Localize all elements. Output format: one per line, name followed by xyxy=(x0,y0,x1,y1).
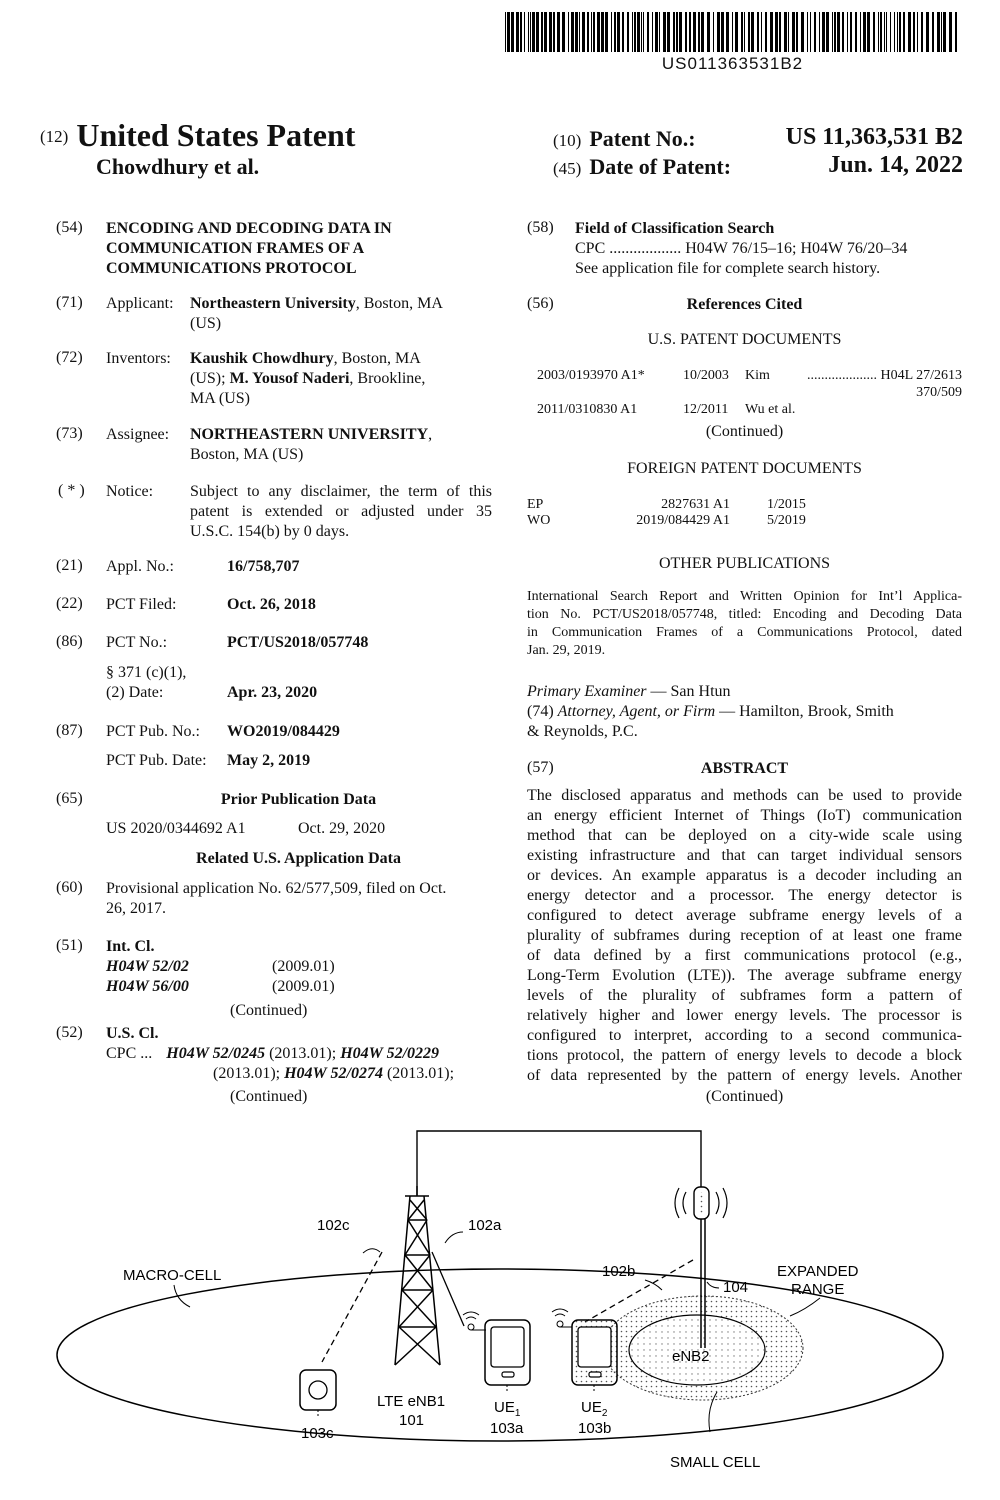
assignee-comma: , xyxy=(428,426,433,443)
barcode-bar xyxy=(614,12,616,52)
assignee xyxy=(190,425,500,465)
int-cl-version: (2009.01) xyxy=(272,958,335,975)
barcode-bar xyxy=(886,12,887,52)
barcode-bar xyxy=(643,12,644,52)
barcode-bar xyxy=(693,12,696,52)
inventors-label: Inventors: xyxy=(106,350,171,367)
barcode-bar xyxy=(647,12,649,52)
cpc-version: (2013.01); xyxy=(213,1065,285,1082)
barcode-bar xyxy=(926,12,929,52)
inventors xyxy=(190,349,500,409)
barcode-bar xyxy=(659,12,660,52)
field-search-note: See application file for complete search history. xyxy=(575,260,881,277)
label-102a: 102a xyxy=(468,1217,502,1234)
notice-line: U.S.C. 154(b) by 0 days. xyxy=(190,523,350,540)
barcode-bar xyxy=(867,12,870,52)
attorney-name: — Hamilton, Brook, Smith xyxy=(715,703,894,720)
int-cl-class: H04W 56/00 xyxy=(106,978,189,995)
header-left xyxy=(40,117,480,154)
int-cl-continued: (Continued) xyxy=(230,1002,308,1019)
barcode-bar xyxy=(562,12,565,52)
expanded-range-label-2: RANGE xyxy=(791,1281,845,1298)
abstract-line: plurality of subframes during reception of at least one frame xyxy=(527,927,962,944)
barcode-bar xyxy=(837,12,840,52)
ue2-subscript: 2 xyxy=(601,1408,608,1419)
foreign-ref-number: 2019/084429 A1 xyxy=(636,513,730,528)
barcode-bar xyxy=(507,12,510,52)
title-line: COMMUNICATIONS PROTOCOL xyxy=(106,260,357,277)
barcode-bar xyxy=(541,12,543,52)
barcode-bar xyxy=(667,12,670,52)
barcode-bar xyxy=(855,12,857,52)
barcode-bar xyxy=(788,12,789,52)
foreign-ref-date: 5/2019 xyxy=(767,513,806,528)
cpc-class: H04W 52/0229 xyxy=(340,1045,440,1062)
kind-code-12: (12) xyxy=(40,127,69,146)
us-cl-cpc-line-1 xyxy=(106,1044,501,1064)
barcode-bar xyxy=(943,12,946,52)
barcode-bar xyxy=(582,12,585,52)
barcode-bar xyxy=(568,12,569,52)
ue1-device xyxy=(463,1312,530,1392)
abstract-line: Long-Term Evolution (LTE)). The average subframe energy xyxy=(527,967,962,984)
backhaul-link xyxy=(417,1131,701,1195)
barcode-bar xyxy=(536,12,539,52)
code-73: (73) xyxy=(56,425,83,442)
assignee-label: Assignee: xyxy=(106,426,170,443)
notice-text xyxy=(190,482,492,542)
cpc-version: (2013.01); xyxy=(382,1065,455,1082)
notice-label: Notice: xyxy=(106,483,154,500)
barcode-bar xyxy=(685,12,687,52)
barcode-bar xyxy=(903,12,905,52)
barcode-bar xyxy=(597,12,600,52)
us-ref-class-2: 370/509 xyxy=(916,385,962,400)
inventor-1-name: Kaushik Chowdhury xyxy=(190,350,334,367)
other-publications xyxy=(527,588,962,660)
section-371-date-label: (2) Date: xyxy=(106,684,164,701)
barcode-bar xyxy=(698,12,700,52)
barcode-bar xyxy=(807,12,808,52)
barcode-bar xyxy=(571,12,574,52)
foreign-ref-country: WO xyxy=(527,513,551,528)
barcode-bar xyxy=(751,12,754,52)
barcode-number: US011363531B2 xyxy=(661,54,804,73)
pct-filed-label: PCT Filed: xyxy=(106,596,177,613)
us-ref-class: .................... H04L 27/2613 xyxy=(806,368,962,383)
barcode-bar xyxy=(917,12,918,52)
abstract-heading: ABSTRACT xyxy=(700,760,789,777)
barcode-bar xyxy=(641,12,642,52)
barcode-bar xyxy=(689,12,691,52)
barcode-bar xyxy=(713,12,714,52)
provisional-line: 26, 2017. xyxy=(106,900,166,917)
barcode-bar xyxy=(579,12,580,52)
barcode-bar xyxy=(955,12,957,52)
barcode-bar xyxy=(832,12,833,52)
barcode-bar xyxy=(611,12,612,52)
barcode-bar xyxy=(847,12,848,52)
barcode-bar xyxy=(822,12,825,52)
appl-no-label: Appl. No.: xyxy=(106,558,174,575)
label-102b: 102b xyxy=(602,1263,636,1280)
abstract-line: energy detector and a processor. The energy detector is xyxy=(527,887,962,904)
abstract-continued: (Continued) xyxy=(705,1088,784,1105)
barcode-bar xyxy=(632,12,633,52)
assignee-location: Boston, MA (US) xyxy=(190,446,304,463)
lte-enb1-tower xyxy=(395,1186,440,1365)
code-52: (52) xyxy=(56,1024,83,1041)
us-ref-date: 12/2011 xyxy=(683,402,729,417)
field-search-heading: Field of Classification Search xyxy=(575,220,775,237)
barcode-bar xyxy=(634,12,636,52)
applicant-name: Northeastern University xyxy=(190,295,356,312)
pct-pub-no: WO2019/084429 xyxy=(227,723,340,740)
document-type: United States Patent xyxy=(76,117,356,153)
inventor-1-location: , Boston, MA xyxy=(333,350,421,367)
us-ref-date: 10/2003 xyxy=(683,368,729,383)
prior-publication-number: US 2020/0344692 A1 xyxy=(106,820,246,837)
abstract-line: method that can be deployed on a city-wide scale using xyxy=(527,827,962,844)
barcode-bar xyxy=(850,12,852,52)
barcode-bar xyxy=(890,12,891,52)
abstract-line: relatively higher and lower energy levels. The processor is xyxy=(527,1007,962,1024)
barcode-bar xyxy=(880,12,882,52)
appl-no: 16/758,707 xyxy=(227,558,300,575)
foreign-ref-number: 2827631 A1 xyxy=(661,497,730,512)
ue2-text: UE xyxy=(581,1399,602,1416)
foreign-docs-heading: FOREIGN PATENT DOCUMENTS xyxy=(627,460,862,477)
barcode-bar xyxy=(814,12,816,52)
barcode-bar xyxy=(765,12,767,52)
barcode-bar xyxy=(899,12,901,52)
barcode-bar xyxy=(770,12,773,52)
pct-pub-no-label: PCT Pub. No.: xyxy=(106,723,200,740)
code-57: (57) xyxy=(527,759,554,776)
barcode-bar xyxy=(863,12,866,52)
barcode-bar xyxy=(744,12,745,52)
notice-code: ( * ) xyxy=(58,482,85,499)
barcode-bar xyxy=(627,12,629,52)
code-58: (58) xyxy=(527,219,554,236)
us-ref-inventor: Kim xyxy=(745,368,770,383)
related-heading: Related U.S. Application Data xyxy=(196,850,401,867)
barcode-bar xyxy=(663,12,666,52)
title xyxy=(106,219,506,279)
barcode-bar xyxy=(528,12,529,52)
barcode-bar xyxy=(941,12,942,52)
barcode-bar xyxy=(601,12,604,52)
barcode-bar xyxy=(511,12,514,52)
barcode-bar xyxy=(908,12,911,52)
foreign-ref-date: 1/2015 xyxy=(767,497,806,512)
barcode-bar xyxy=(587,12,589,52)
barcode-bar xyxy=(761,12,762,52)
barcode-bar xyxy=(732,12,733,52)
other-pub-line: in Communication Frames of a Communications Protocol, dated xyxy=(527,625,962,640)
barcode-bar xyxy=(894,12,895,52)
expanded-range-label: EXPANDED xyxy=(777,1263,859,1280)
code-54: (54) xyxy=(56,219,83,236)
us-cl-label: U.S. Cl. xyxy=(106,1025,159,1042)
title-line: ENCODING AND DECODING DATA IN xyxy=(106,220,392,237)
barcode-bar xyxy=(748,12,750,52)
cpc-class: H04W 52/0245 xyxy=(166,1045,266,1062)
us-ref-inventor: Wu et al. xyxy=(745,402,796,417)
leader-102b xyxy=(645,1280,662,1290)
barcode-bar xyxy=(897,12,898,52)
attorney-label: Attorney, Agent, or Firm xyxy=(557,703,716,720)
barcode-bar xyxy=(873,12,875,52)
device-103c xyxy=(300,1370,336,1418)
label-102c: 102c xyxy=(317,1217,350,1234)
barcode-bar xyxy=(575,12,578,52)
abstract-line: existing infrastructure and that can target individual sensors xyxy=(527,847,962,864)
barcode-bar xyxy=(516,12,519,52)
code-72: (72) xyxy=(56,349,83,366)
barcode-bar xyxy=(673,12,675,52)
ue2-device xyxy=(552,1309,617,1392)
pct-no-label: PCT No.: xyxy=(106,634,168,651)
lte-enb1-label: LTE eNB1 xyxy=(377,1393,446,1410)
leader-104 xyxy=(707,1282,719,1288)
barcode-bar xyxy=(707,12,710,52)
code-65: (65) xyxy=(56,790,83,807)
abstract-line: The disclosed apparatus and methods can be used to provide xyxy=(527,787,962,804)
ue2-label xyxy=(581,1399,608,1419)
barcode-bar xyxy=(593,12,595,52)
barcode-bar xyxy=(741,12,743,52)
barcode-bar xyxy=(937,12,940,52)
pct-no: PCT/US2018/057748 xyxy=(227,634,369,651)
barcode-bar xyxy=(505,12,506,52)
cpc-version: (2013.01); xyxy=(265,1045,341,1062)
section-371: § 371 (c)(1), xyxy=(106,664,187,681)
section-371-date: Apr. 23, 2020 xyxy=(227,684,318,701)
barcode-bar xyxy=(721,12,724,52)
foreign-ref-country: EP xyxy=(527,497,544,512)
barcode-bar xyxy=(679,12,682,52)
label-103c: 103c xyxy=(301,1425,334,1442)
applicant xyxy=(190,294,500,334)
notice-line: patent is extended or adjusted under 35 xyxy=(190,503,492,520)
leader-102c xyxy=(363,1249,380,1253)
int-cl-label: Int. Cl. xyxy=(106,938,155,955)
label-103b: 103b xyxy=(578,1420,612,1437)
abstract-line: an energy efficient Internet of Things (IoT) communication xyxy=(527,807,962,824)
us-cl-continued: (Continued) xyxy=(230,1088,308,1105)
barcode-bar xyxy=(622,12,624,52)
abstract-line: levels of the plurality of subframes form a pattern of xyxy=(527,987,962,1004)
code-10: (10) xyxy=(553,131,582,150)
date-of-patent-label: Date of Patent: xyxy=(589,154,732,179)
abstract-line: tions protocol, the pattern of energy levels to decode a block xyxy=(527,1047,962,1064)
code-51: (51) xyxy=(56,937,83,954)
inventor-2-location: , Brookline, xyxy=(349,370,426,387)
us-ref-number: 2003/0193970 A1* xyxy=(537,368,645,383)
barcode-bar xyxy=(775,12,778,52)
pct-filed: Oct. 26, 2018 xyxy=(227,596,316,613)
barcode-bar xyxy=(932,12,934,52)
barcode-bar xyxy=(757,12,759,52)
barcode-bar xyxy=(801,12,804,52)
barcode-bar xyxy=(717,12,720,52)
barcode-bar xyxy=(884,12,885,52)
label-101: 101 xyxy=(399,1412,425,1429)
applicant-label: Applicant: xyxy=(106,295,174,312)
macro-cell-label: MACRO-CELL xyxy=(123,1267,222,1284)
barcode-bar xyxy=(784,12,787,52)
label-104: 104 xyxy=(723,1279,749,1296)
code-21: (21) xyxy=(56,557,83,574)
pct-pub-date-label: PCT Pub. Date: xyxy=(106,752,207,769)
code-87: (87) xyxy=(56,722,83,739)
code-86: (86) xyxy=(56,633,83,650)
barcode-bar xyxy=(826,12,829,52)
inventor-1-country: (US); xyxy=(190,370,230,387)
inventor-2-country: MA (US) xyxy=(190,390,251,407)
us-refs-continued: (Continued) xyxy=(705,423,784,440)
barcode-bar xyxy=(544,12,547,52)
field-search-cpc: CPC .................. H04W 76/15–16; H04W 76/20–34 xyxy=(575,240,908,257)
primary-examiner xyxy=(527,682,731,702)
patent-no-label: Patent No.: xyxy=(589,126,696,151)
code-56: (56) xyxy=(527,295,554,312)
barcode-bar xyxy=(591,12,592,52)
barcode-bars xyxy=(505,12,960,52)
cpc-class: H04W 52/0274 xyxy=(284,1065,383,1082)
barcode-bar xyxy=(532,12,535,52)
int-cl-version: (2009.01) xyxy=(272,978,335,995)
barcode-bar xyxy=(676,12,678,52)
references-heading: References Cited xyxy=(686,296,803,313)
us-patent-docs-heading: U.S. PATENT DOCUMENTS xyxy=(647,331,842,348)
date-of-patent: Jun. 14, 2022 xyxy=(828,152,963,178)
code-60: (60) xyxy=(56,879,83,896)
barcode-bar xyxy=(557,12,560,52)
barcode-bar xyxy=(913,12,915,52)
other-pub-line: Jan. 29, 2019. xyxy=(527,643,606,658)
code-22: (22) xyxy=(56,595,83,612)
code-45: (45) xyxy=(553,159,582,178)
primary-examiner-label: Primary Examiner xyxy=(527,683,647,700)
label-103a: 103a xyxy=(490,1420,524,1437)
abstract-line: configured to interpret, according to a second communica- xyxy=(527,1027,962,1044)
other-pub-line: tion No. PCT/US2018/057748, titled: Encoding and Decoding Data xyxy=(527,607,962,622)
barcode-bar xyxy=(796,12,798,52)
inventor-2-name: M. Yousof Naderi xyxy=(229,370,350,387)
code-74: (74) xyxy=(527,703,554,720)
attorney-name-2: & Reynolds, P.C. xyxy=(527,723,638,740)
barcode-bar xyxy=(637,12,640,52)
enb2-label: eNB2 xyxy=(672,1348,710,1365)
patent-number-line xyxy=(553,126,963,152)
barcode-bar xyxy=(819,12,820,52)
prior-publication-heading: Prior Publication Data xyxy=(220,791,377,808)
cpc-label: CPC ... xyxy=(106,1045,153,1062)
other-publications-heading: OTHER PUBLICATIONS xyxy=(658,555,831,572)
ue1-text: UE xyxy=(494,1399,515,1416)
barcode-bar xyxy=(949,12,952,52)
provisional-application xyxy=(106,879,496,919)
barcode-bar xyxy=(878,12,879,52)
expanded-range-leader xyxy=(790,1298,820,1316)
applicant-location: , Boston, MA xyxy=(355,295,443,312)
abstract-line: of data defined by a first communications protocol (e.g., xyxy=(527,947,962,964)
barcode-bar xyxy=(605,12,608,52)
barcode-bar xyxy=(524,12,525,52)
barcode-bar xyxy=(810,12,811,52)
barcode-bar xyxy=(726,12,729,52)
code-71: (71) xyxy=(56,294,83,311)
barcode-bar xyxy=(735,12,738,52)
assignee-name: NORTHEASTERN UNIVERSITY xyxy=(190,426,429,443)
barcode-bar xyxy=(779,12,781,52)
barcode-bar xyxy=(792,12,795,52)
attorney xyxy=(527,702,894,722)
provisional-line: Provisional application No. 62/577,509, filed on Oct. xyxy=(106,880,447,897)
barcode-bar xyxy=(530,12,531,52)
link-102c xyxy=(322,1252,382,1362)
barcode-bar xyxy=(834,12,836,52)
barcode-bar xyxy=(549,12,552,52)
authors: Chowdhury et al. xyxy=(96,154,260,179)
us-ref-number: 2011/0310830 A1 xyxy=(537,402,638,417)
notice-line: Subject to any disclaimer, the term of this xyxy=(190,483,492,500)
primary-examiner-name: — San Htun xyxy=(646,683,731,700)
patent-number: US 11,363,531 B2 xyxy=(785,124,963,150)
leader-102a xyxy=(445,1232,463,1243)
network-figure xyxy=(0,1120,1000,1500)
barcode-bar xyxy=(701,12,704,52)
us-cl-cpc-line-2 xyxy=(213,1064,454,1084)
link-102a xyxy=(432,1252,464,1326)
applicant-country: (US) xyxy=(190,315,222,332)
patent-date-line xyxy=(553,154,963,180)
prior-publication-date: Oct. 29, 2020 xyxy=(298,820,386,837)
barcode-bar xyxy=(652,12,653,52)
ue1-subscript: 1 xyxy=(514,1408,521,1419)
pct-pub-date: May 2, 2019 xyxy=(227,752,311,769)
other-pub-line: International Search Report and Written Opinion for Int’l Applica- xyxy=(527,589,962,604)
barcode-bar xyxy=(617,12,620,52)
barcode xyxy=(505,12,960,74)
barcode-bar xyxy=(520,12,522,52)
abstract-line: configured to detect average subframe energy levels of a xyxy=(527,907,962,924)
barcode-bar xyxy=(860,12,861,52)
barcode-bar xyxy=(655,12,658,52)
barcode-bar xyxy=(553,12,555,52)
barcode-bar xyxy=(921,12,923,52)
abstract-line: or devices. An example apparatus is a decoder including an xyxy=(527,867,962,884)
title-line: COMMUNICATION FRAMES OF A xyxy=(106,240,365,257)
int-cl-class: H04W 52/02 xyxy=(106,958,189,975)
ue1-label xyxy=(494,1399,521,1419)
abstract-line: of data represented by the pattern of energy levels. Another xyxy=(527,1067,962,1084)
small-cell-label: SMALL CELL xyxy=(670,1454,761,1471)
abstract-text xyxy=(527,786,962,1086)
barcode-bar xyxy=(842,12,844,52)
